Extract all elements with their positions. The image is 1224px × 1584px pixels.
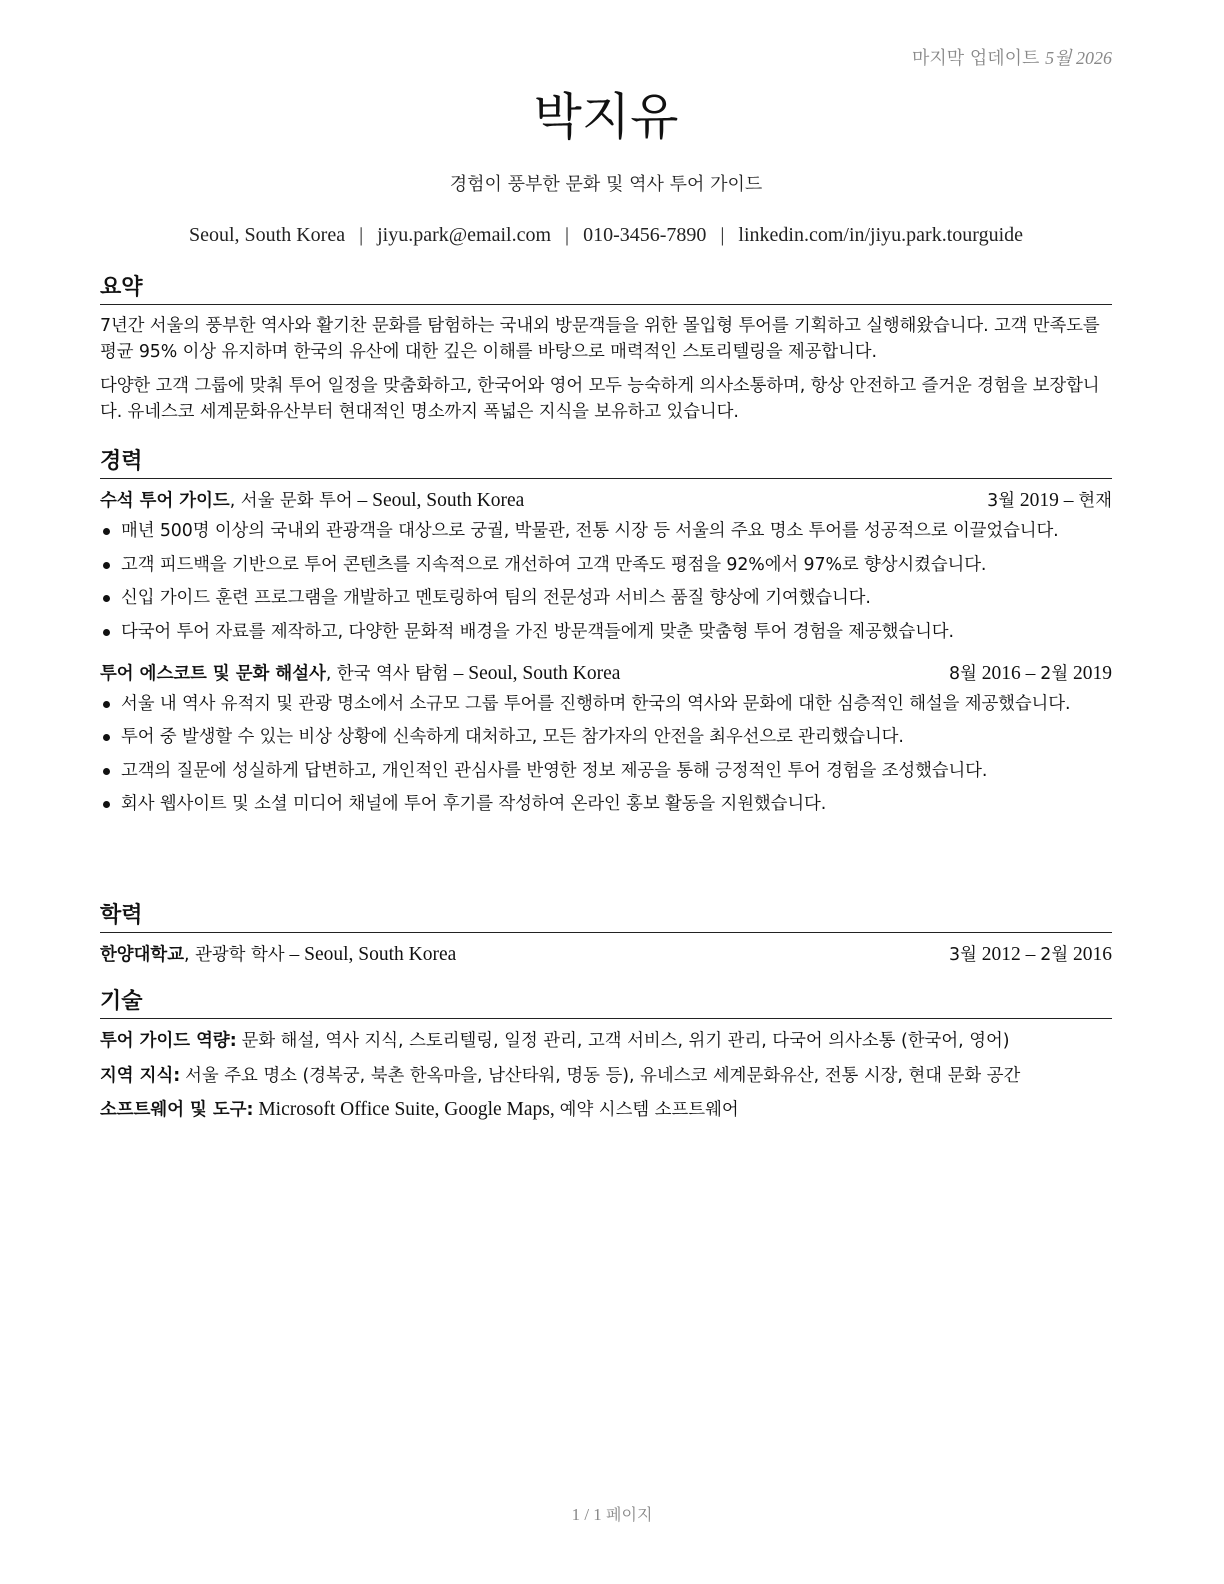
education-dates: 3월 2012 – 2월 2016 xyxy=(949,944,1112,965)
contact-separator: | xyxy=(565,224,570,246)
skill-label: 소프트웨어 및 도구: xyxy=(100,1100,254,1120)
skills-section xyxy=(100,988,1112,1131)
section-title-experience: 경력 xyxy=(100,448,1112,479)
job-entry xyxy=(100,487,1112,646)
job-header: 수석 투어 가이드, 서울 문화 투어 – Seoul, South Korea 3월 2019 – 현재 xyxy=(100,487,1112,515)
education-entry: 한양대학교, 관광학 학사 – Seoul, South Korea 3월 2012 – 2월 2016 xyxy=(100,941,1112,969)
job-entry xyxy=(100,660,1112,819)
list-item: 다국어 투어 자료를 제작하고, 다양한 문화적 배경을 가진 방문객들에게 맞춘 맞춤형 투어 경험을 제공했습니다. xyxy=(100,618,1112,646)
last-updated-label: 마지막 업데이트 xyxy=(911,48,1040,69)
section-title-skills: 기술 xyxy=(100,988,1112,1019)
contact-location: Seoul, South Korea xyxy=(189,224,346,246)
list-item: 고객 피드백을 기반으로 투어 콘텐츠를 지속적으로 개선하여 고객 만족도 평점을 92%에서 97%로 향상시켰습니다. xyxy=(100,551,1112,579)
contact-phone: 010-3456-7890 xyxy=(583,224,707,246)
skill-label: 지역 지식: xyxy=(100,1065,181,1086)
list-item: 고객의 질문에 성실하게 답변하고, 개인적인 관심사를 반영한 정보 제공을 통해 긍정적인 투어 경험을 조성했습니다. xyxy=(100,757,1112,785)
job-location: Seoul, South Korea xyxy=(468,662,621,684)
candidate-tagline: 경험이 풍부한 문화 및 역사 투어 가이드 xyxy=(449,174,763,195)
contact-linkedin[interactable]: linkedin.com/in/jiyu.park.tourguide xyxy=(738,224,1023,246)
page-number: 1 / 1 xyxy=(571,1505,602,1524)
last-updated xyxy=(912,44,1112,70)
skill-value: 서울 주요 명소 (경복궁, 북촌 한옥마을, 남산타워, 명동 등), 유네스코 세계문화유산, 전통 시장, 현대 문화 공간 xyxy=(185,1065,1021,1086)
list-item: 신입 가이드 훈련 프로그램을 개발하고 멘토링하여 팀의 전문성과 서비스 품질 향상에 기여했습니다. xyxy=(100,584,1112,612)
job-location: Seoul, South Korea xyxy=(372,490,525,511)
list-item: 투어 중 발생할 수 있는 비상 상황에 신속하게 대처하고, 모든 참가자의 안전을 최우선으로 관리했습니다. xyxy=(100,723,1112,751)
job-dates: 8월 2016 – 2월 2019 xyxy=(949,662,1112,684)
list-item: 매년 500명 이상의 국내외 관광객을 대상으로 궁궐, 박물관, 전통 시장 등 서울의 주요 명소 투어를 성공적으로 이끌었습니다. xyxy=(100,517,1112,545)
job-role: 투어 에스코트 및 문화 해설사 xyxy=(100,663,326,684)
job-dates: 3월 2019 – 현재 xyxy=(987,490,1112,511)
job-header: 투어 에스코트 및 문화 해설사, 한국 역사 탐험 – Seoul, South Korea 8월 2016 – 2월 2019 xyxy=(100,660,1112,688)
education-location: Seoul, South Korea xyxy=(304,944,457,965)
candidate-name: 박지유 xyxy=(533,88,679,146)
summary-paragraph: 7년간 서울의 풍부한 역사와 활기찬 문화를 탐험하는 국내외 방문객들을 위한 몰입형 투어를 기획하고 실행해왔습니다. 고객 만족도를 평균 95% 이상 유지하며 한국의 유산에 대한 깊은 이해를 바탕으로 매력적인 스토리텔링을 제공합니다. xyxy=(100,316,1100,362)
contact-separator: | xyxy=(359,224,364,246)
contact-email[interactable]: jiyu.park@email.com xyxy=(377,224,552,246)
contact-line xyxy=(100,224,1112,247)
education-section xyxy=(100,902,1112,969)
job-company: 한국 역사 탐험 xyxy=(336,663,449,684)
education-degree: 관광학 학사 xyxy=(195,945,285,965)
job-role: 수석 투어 가이드 xyxy=(100,491,230,511)
job-company: 서울 문화 투어 xyxy=(240,491,353,511)
skill-row xyxy=(100,1027,1112,1055)
summary-section xyxy=(100,274,1112,433)
section-title-education: 학력 xyxy=(100,902,1112,933)
last-updated-date: 5월 2026 xyxy=(1045,48,1112,68)
list-item: 회사 웹사이트 및 소셜 미디어 채널에 투어 후기를 작성하여 온라인 홍보 활동을 지원했습니다. xyxy=(100,790,1112,818)
summary-paragraph: 다양한 고객 그룹에 맞춰 투어 일정을 맞춤화하고, 한국어와 영어 모두 능숙하게 의사소통하며, 항상 안전하고 즐거운 경험을 보장합니다. 유네스코 세계문화유산부터 현대적인 명소까지 폭넓은 지식을 보유하고 있습니다. xyxy=(100,376,1100,422)
skill-value: Microsoft Office Suite, Google Maps, xyxy=(258,1099,555,1120)
job-bullets xyxy=(100,517,1112,646)
skill-row xyxy=(100,1096,1112,1124)
education-school: 한양대학교 xyxy=(100,945,184,965)
skill-value: 문화 해설, 역사 지식, 스토리텔링, 일정 관리, 고객 서비스, 위기 관리, 다국어 의사소통 (한국어, 영어) xyxy=(241,1031,1010,1051)
job-bullets xyxy=(100,690,1112,819)
skill-label: 투어 가이드 역량: xyxy=(100,1031,237,1051)
contact-separator: | xyxy=(720,224,725,246)
page-label: 페이지 xyxy=(606,1505,653,1524)
page-footer xyxy=(0,1502,1224,1525)
skill-row xyxy=(100,1062,1112,1090)
list-item: 서울 내 역사 유적지 및 관광 명소에서 소규모 그룹 투어를 진행하며 한국의 역사와 문화에 대한 심층적인 해설을 제공했습니다. xyxy=(100,690,1112,718)
experience-section xyxy=(100,448,1112,824)
skill-value: 예약 시스템 소프트웨어 xyxy=(559,1100,739,1120)
section-title-summary: 요약 xyxy=(100,274,1112,305)
resume-page xyxy=(100,0,1112,1584)
